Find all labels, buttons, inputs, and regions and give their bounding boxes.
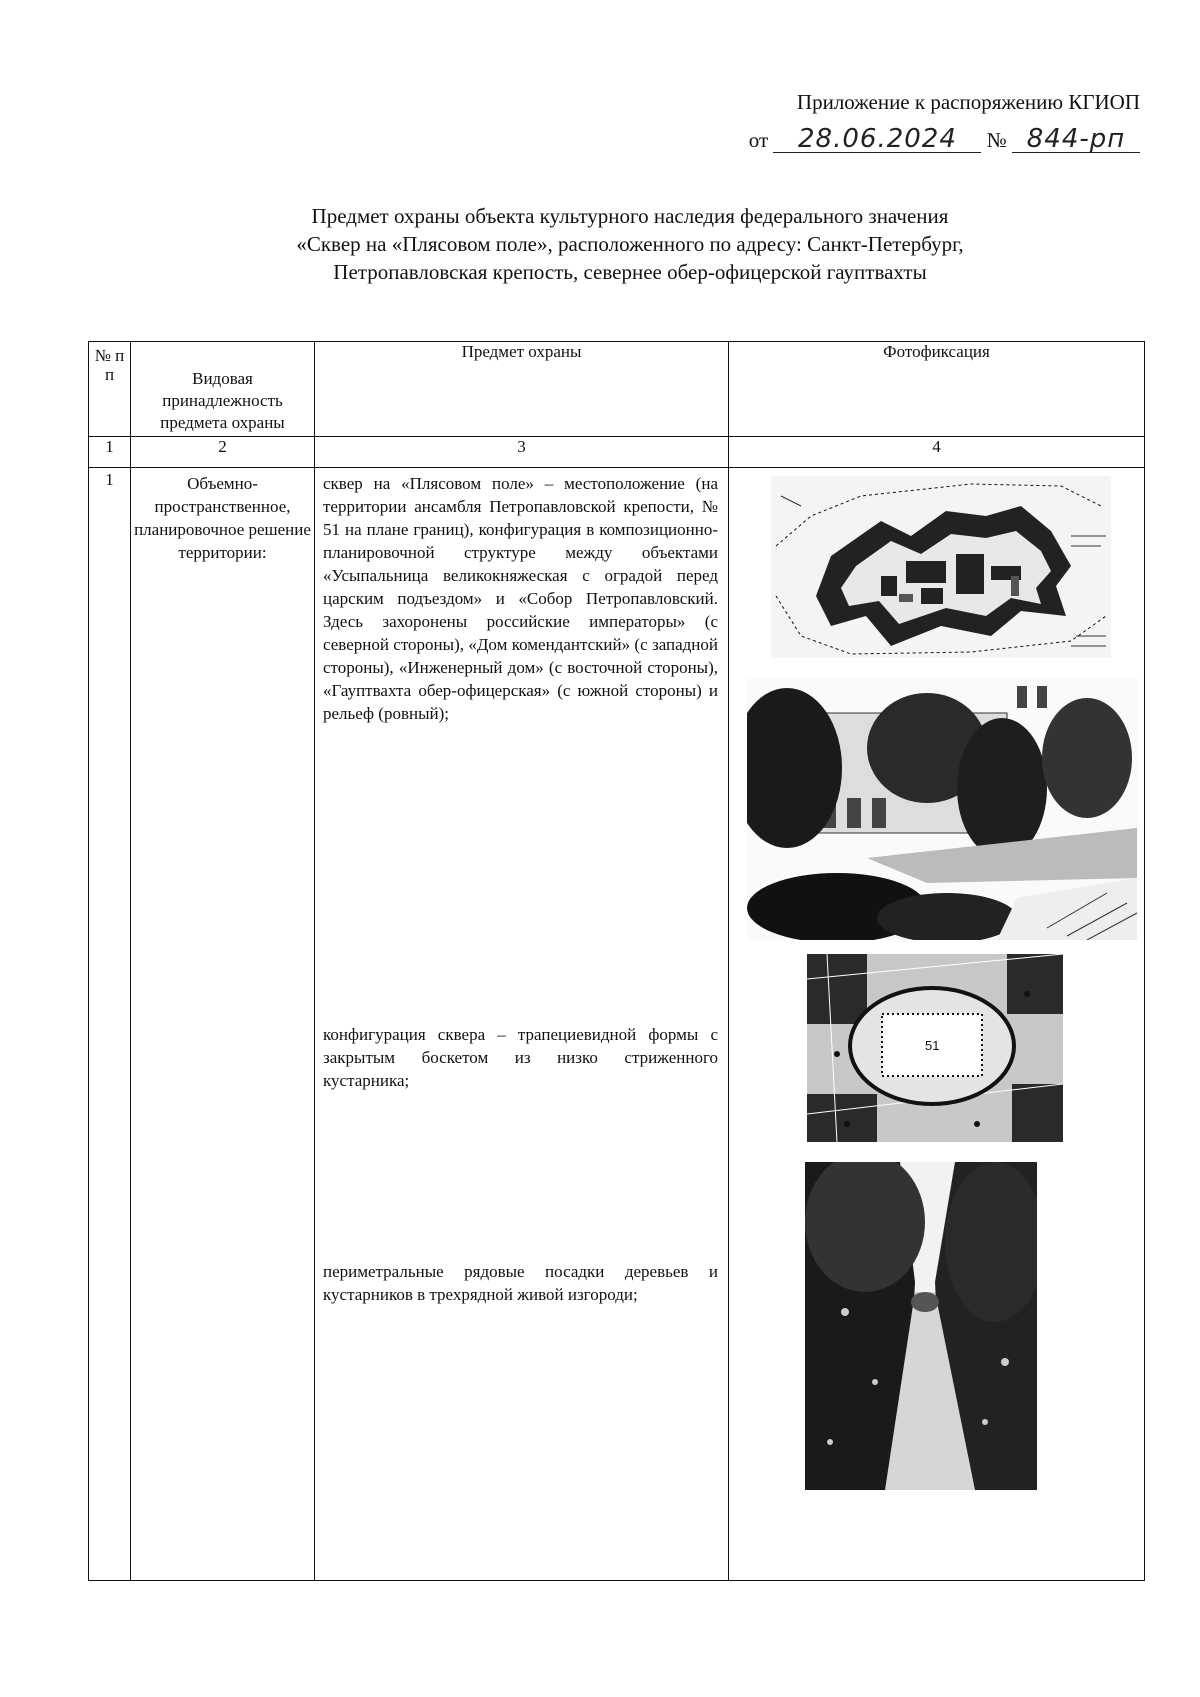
order-reference (680, 126, 1140, 154)
header-subject: Предмет охраны (315, 342, 729, 437)
row-photos (729, 468, 1145, 1581)
appendix-title: Приложение к распоряжению КГИОП (796, 90, 1140, 114)
subject-item-configuration: конфигурация сквера – трапециевидной формы с закрытым боскетом из низко стриженного кустарника; (323, 1025, 718, 1090)
row-kind: Объемно-пространственное, планировочное решение территории: (131, 468, 315, 1581)
garden-square-photo (747, 678, 1137, 940)
order-number: 844-рп (1012, 126, 1140, 153)
header-number: № п п (89, 342, 131, 437)
appendix-header (680, 88, 1140, 154)
column-number: 3 (315, 437, 729, 468)
order-date: 28.06.2024 (773, 126, 981, 153)
table-row (89, 468, 1145, 1581)
document-title (150, 202, 1110, 286)
table-header-row (89, 342, 1145, 437)
column-number: 4 (729, 437, 1145, 468)
fortress-plan-photo (771, 476, 1111, 658)
title-line: Петропавловская крепость, севернее обер-офицерской гауптвахты (333, 260, 927, 284)
title-line: Предмет охраны объекта культурного наследия федерального значения (311, 204, 949, 228)
boundary-plan-photo (807, 954, 1063, 1142)
row-subject (315, 468, 729, 1581)
column-number: 1 (89, 437, 131, 468)
header-kind: Видовая принадлежность предмета охраны (131, 342, 315, 437)
hedge-alley-photo (805, 1162, 1037, 1490)
column-number: 2 (131, 437, 315, 468)
protection-subject-table (88, 341, 1145, 1581)
date-prefix: от (748, 128, 769, 152)
row-number: 1 (89, 468, 131, 1581)
plot-number-label: 51 (925, 1038, 940, 1053)
subject-item-plantings: периметральные рядовые посадки деревьев и кустарников в трехрядной живой изгороди; (323, 1262, 718, 1304)
column-number-row (89, 437, 1145, 468)
title-line: «Сквер на «Плясовом поле», расположенного по адресу: Санкт-Петербург, (296, 232, 964, 256)
subject-item-location: сквер на «Плясовом поле» – местоположение (на территории ансамбля Петропавловской крепости, № 51 на плане границ), конфигурация в композиционно-планировочной структуре между объектами «Усыпальница великокняжеская с оградой перед царским подъездом» и «Собор Петропавловский. Здесь захоронены российские императоры» (с северной стороны), «Дом комендантский» (с западной стороны), «Инженерный дом» (с восточной стороны), «Гауптвахта обер-офицерская» (с южной стороны) и рельеф (ровный); (323, 474, 718, 723)
number-prefix: № (986, 128, 1007, 152)
header-photo: Фотофиксация (729, 342, 1145, 437)
